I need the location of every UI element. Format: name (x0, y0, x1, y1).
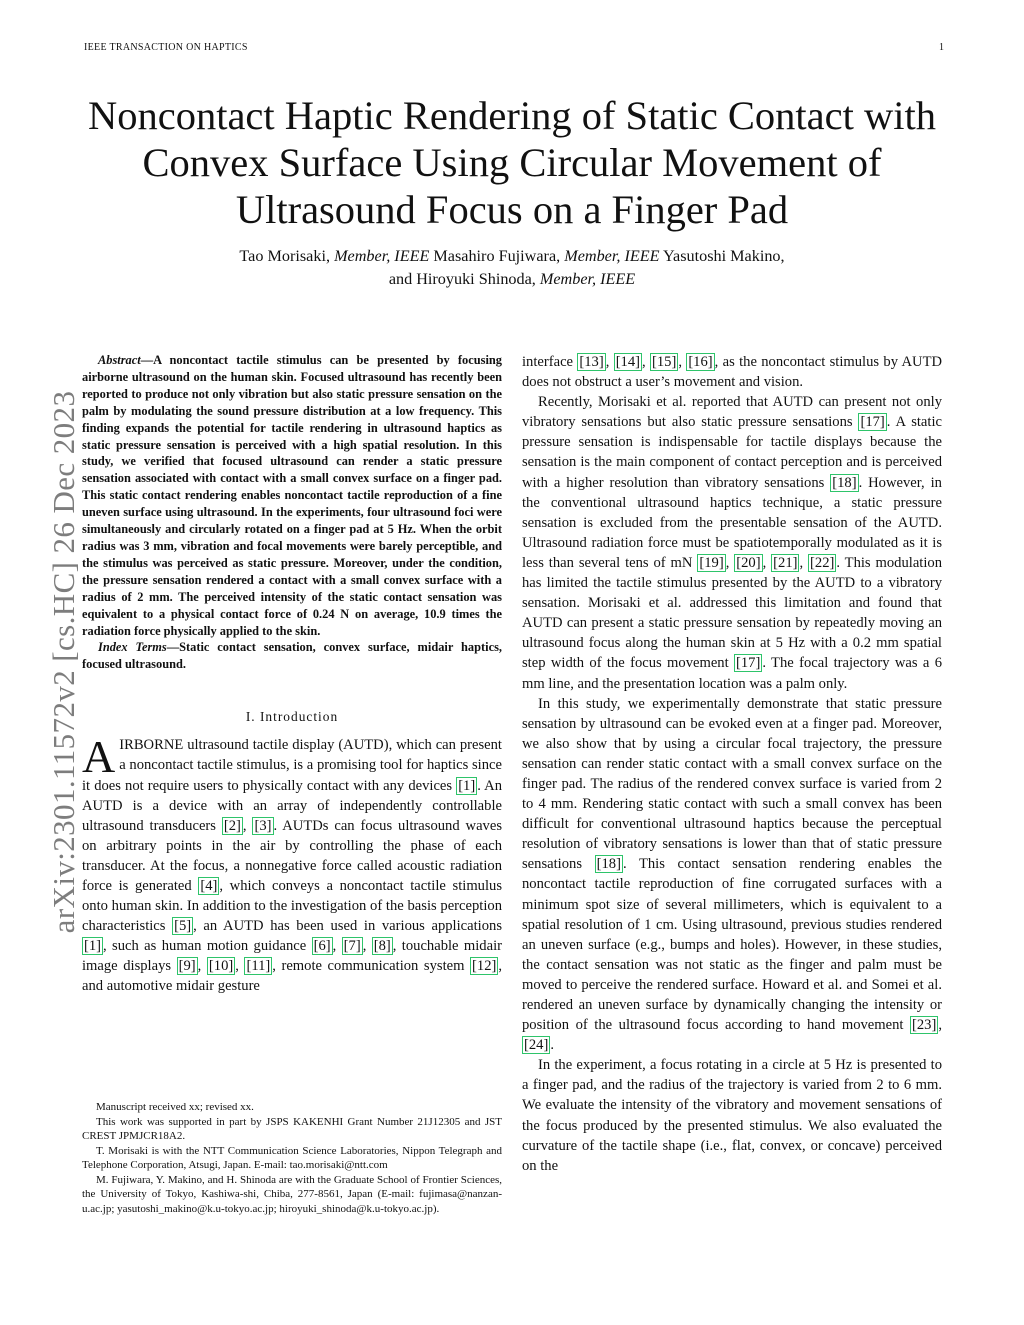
footnote-funding: This work was supported in part by JSPS KAKENHI Grant Number 21J12305 and JST CREST JPMJCR18A2. (82, 1115, 502, 1142)
running-header: IEEE TRANSACTION ON HAPTICS (84, 42, 248, 53)
text-run: . A static pressure sensation is indispensable for tactile displays because the sensation is the main component of contact perception and is perceived with a higher resolution than vibratory sensations (522, 414, 942, 491)
text-run: , (799, 554, 809, 571)
arxiv-identifier[interactable]: arXiv:2301.11572v2 [cs.HC] 26 Dec 2023 (46, 390, 81, 934)
membership-morisaki: Member, IEEE (334, 247, 430, 265)
citation-link[interactable]: [24] (524, 1037, 549, 1054)
text-run: , (242, 817, 253, 834)
paper-title (60, 92, 964, 233)
citation-link[interactable]: [9] (178, 958, 196, 975)
citation-link[interactable]: [13] (579, 354, 604, 370)
intro-paragraph (82, 731, 503, 996)
paragraph-experiment: In the experiment, a focus rotating in a circle at 5 Hz is presented to a finger pad, and the radius of the trajectory is varied from 2 to 6 mm. We evaluate the intensity of the vibratory and movement sensations of the focus produced by the presented stimulus. We also evaluated the curvature of the tactile shape (i.e., flat, convex, or concave) perceived on the (522, 1057, 942, 1174)
text-run: , (642, 354, 650, 370)
citation-link[interactable]: [20] (736, 554, 761, 571)
paragraph-recently (522, 392, 942, 693)
section-heading-introduction: I. Introduction (245, 709, 339, 725)
text-run: . An AUTD is a device with an array of independently controllable ultrasound transducers (82, 777, 502, 834)
title-line-2: Convex Surface Using Circular Movement of (142, 140, 882, 185)
footnote-affiliation-morisaki: T. Morisaki is with the NTT Communication Science Laboratories, Nippon Telegraph and Telephone Corporation, Atsugi, Japan. E-mail: tao.morisaki@ntt.com (82, 1144, 502, 1171)
citation-link[interactable]: [17] (860, 414, 885, 431)
index-terms (82, 639, 502, 673)
citation-link[interactable]: [18] (596, 856, 621, 873)
footnotes (82, 1100, 502, 1216)
citation-link[interactable]: [15] (652, 354, 677, 370)
text-run: . The focal trajectory was a 6 mm line, and the presentation location was a palm only. (522, 655, 942, 692)
citation-link[interactable]: [16] (688, 354, 713, 370)
citation-link[interactable]: [23] (912, 1017, 937, 1034)
footnote-affiliation-others: M. Fujiwara, Y. Makino, and H. Shinoda are with the Graduate School of Frontier Sciences, the University of Tokyo, Kashiwa-shi, Chiba, 277-8561, Japan (E-mail: fujimasa@nanzan-u.ac.jp; yasutoshi_makino@k.u-tokyo.ac.jp; hiroyuki_shinoda@k.u-tokyo.ac.jp). (82, 1173, 502, 1215)
citation-link[interactable]: [7] (343, 938, 361, 955)
membership-fujiwara: Member, IEEE (564, 247, 660, 265)
text-run: , (762, 554, 772, 571)
text-run: , (235, 958, 245, 975)
text-run: IRBORNE ultrasound tactile display (AUTD), which can present a noncontact tactile stimulus, is a promising tool for haptics since it does not require users to physically contact with any devices (82, 737, 502, 794)
author-shinoda: and Hiroyuki Shinoda, (388, 270, 540, 288)
text-run: . This contact sensation rendering enables the noncontact tactile reproduction of fine corrugated surfaces with a minimum spot size of several millimeters, which is equivalent to a spatial resolution of 1 cm. Using ultrasound, previous studies rendered an uneven surface (e.g., bumps and holes). However, in these studies, the contact sensation was not static as the finger and palm must be moved to perceive the rendered surface. Howard et al. and Somei et al. rendered an uneven surface by dynamically changing the intensity or position of the ultrasound focus according to hand movement (522, 856, 942, 1034)
footnote-manuscript: Manuscript received xx; revised xx. (96, 1101, 254, 1113)
citation-link[interactable]: [8] (373, 938, 391, 955)
text-run: , and automotive midair gesture (82, 958, 503, 995)
author-line-1 (140, 245, 884, 268)
abstract-label: Abstract (98, 353, 141, 367)
text-run: , (678, 354, 687, 370)
abstract (82, 352, 502, 639)
title-line-1: Noncontact Haptic Rendering of Static Contact with (87, 93, 937, 138)
paragraph-interface (522, 352, 942, 392)
citation-link[interactable]: [21] (773, 554, 798, 571)
text-run: . AUTDs can focus ultrasound waves on arbitrary points in the air by controlling the phase of each transducer. At the focus, a nonnegative force called acoustic radiation force is generated (82, 817, 502, 894)
text-run: , (725, 554, 735, 571)
text-run: , which conveys a noncontact tactile stimulus onto human skin. In addition to the investigation of the basis perception characteristics (82, 877, 502, 935)
citation-link[interactable]: [5] (174, 918, 192, 935)
abstract-text: —A noncontact tactile stimulus can be presented by focusing airborne ultrasound on the human skin. Focused ultrasound has recently been reported to produce not only vibration but also static pressure sensation on the palm by modulating the sound pressure distribution at a low frequency. This finding expands the potential for tactile rendering in ultrasound haptics as static pressure sensation is perceived with a high spatial resolution. In this study, we verified that focused ultrasound can render a static pressure sensation associated with contact with a small convex surface on a finger pad. This static contact rendering enables noncontact tactile reproduction of a fine uneven surface using ultrasound. In the experiments, four ultrasound foci were simultaneously and circularly rotated on a finger pad at 5 Hz. When the orbit radius was 3 mm, vibration and focal movements were barely perceptible, and the stimulus was perceived as static pressure. Moreover, under the condition, the pressure sensation rendered a contact with a small convex surface with a radius of 2 mm. The perceived intensity of the static contact sensation was equivalent to a physical contact force of 0.24 N on average, 10.9 times the radiation force physically applied to the skin. (82, 353, 502, 638)
text-run: , (362, 938, 372, 955)
text-run: . However, in the conventional ultrasound haptics technique, a static pressure sensation is excluded from the presentable sensation of the AUTD. Ultrasound radiation force must be spatiotemporally modulated as it is less than several tens of mN (522, 474, 942, 571)
right-column (522, 352, 942, 1176)
text-run: , such as human motion guidance (103, 938, 312, 955)
text-run: , remote communication system (272, 958, 471, 975)
text-run: , (938, 1017, 942, 1034)
text-run: . This modulation has limited the tactile stimulus presented by the AUTD to a vibratory sensation. Morisaki et al. addressed this limitation and found that AUTD can present a static pressure sensation by repeatedly moving an ultrasound focus along the human skin at 5 Hz with a 0.2 mm spatial step width of the focus movement (522, 554, 943, 672)
text-run: . (550, 1037, 554, 1054)
paragraph-in-this-study (522, 694, 942, 1056)
page-number: 1 (939, 42, 944, 53)
text-run: , (605, 354, 614, 370)
citation-link[interactable]: [6] (313, 938, 331, 955)
title-line-3: Ultrasound Focus on a Finger Pad (235, 187, 789, 232)
left-column (82, 352, 502, 997)
text-run: , an AUTD has been used in various applications (193, 918, 503, 935)
citation-link[interactable]: [11] (246, 958, 271, 975)
author-makino: Yasutoshi Makino, (659, 247, 785, 265)
membership-shinoda: Member, IEEE (539, 270, 636, 288)
citation-link[interactable]: [14] (615, 354, 641, 370)
index-terms-text: —Static contact sensation, convex surface, midair haptics, focused ultrasound. (82, 640, 502, 672)
citation-link[interactable]: [10] (208, 958, 234, 975)
citation-link[interactable]: [1] (84, 938, 102, 955)
author-line-2 (140, 268, 884, 291)
citation-link[interactable]: [1] (458, 777, 476, 794)
citation-link[interactable]: [12] (472, 958, 497, 975)
citation-link[interactable]: [22] (810, 554, 835, 571)
text-run: interface (522, 354, 578, 370)
citation-link[interactable]: [4] (200, 877, 218, 894)
text-run: In this study, we experimentally demonstrate that static pressure sensation by ultrasound can be evoked even at a finger pad. Moreover, we also show that by using a circular focal trajectory, the pressure sensation can render static contact with a small convex surface on the finger pad. The radius of the rendered convex surface is varied from 2 to 4 mm. Rendering static contact with such a small convex has been difficult for conventional ultrasound haptics because the perceptual resolution of vibratory sensations is lower than that of static pressure sensations (522, 695, 942, 873)
citation-link[interactable]: [2] (223, 817, 241, 834)
citation-link[interactable]: [17] (736, 655, 761, 672)
dropcap-letter: A (82, 731, 116, 783)
author-fujiwara: Masahiro Fujiwara, (429, 247, 565, 265)
citation-link[interactable]: [19] (699, 554, 724, 571)
text-run: Recently, Morisaki et al. reported that AUTD can present not only vibratory sensations but also static pressure sensations (522, 394, 942, 431)
index-terms-label: Index Terms (98, 640, 167, 655)
text-run: , touchable midair image displays (82, 938, 502, 975)
text-run: , as the noncontact stimulus by AUTD does not obstruct a user’s movement and vision. (522, 354, 943, 391)
citation-link[interactable]: [3] (254, 817, 272, 834)
text-run: , (332, 938, 342, 955)
author-list (140, 245, 884, 291)
citation-link[interactable]: [18] (832, 474, 857, 491)
author-morisaki: Tao Morisaki, (239, 247, 335, 265)
text-run: , (197, 958, 207, 975)
